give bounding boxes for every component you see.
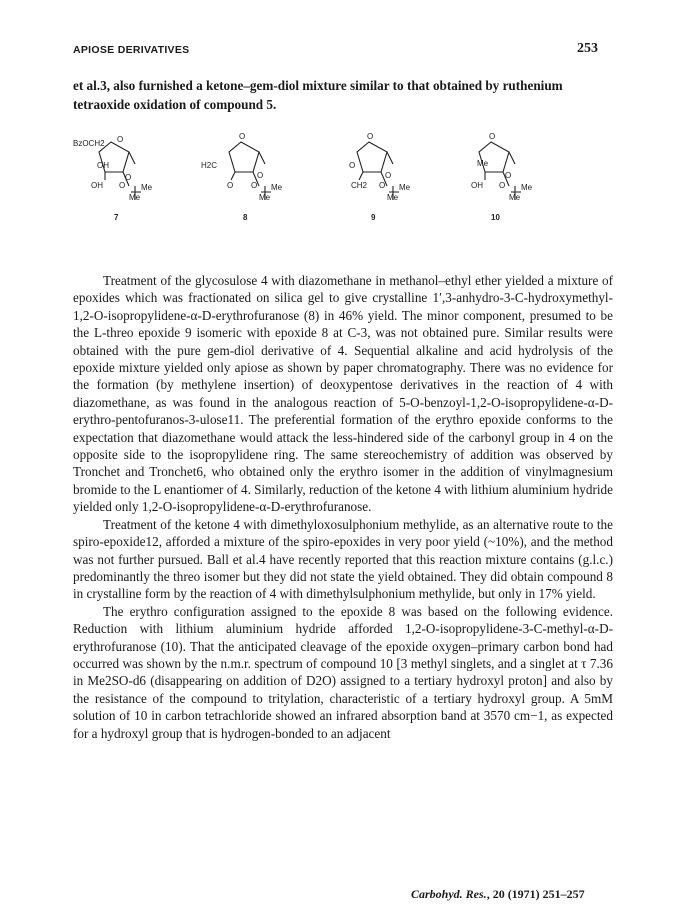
structure-7 (99, 142, 141, 200)
page-number: 253 (577, 41, 598, 56)
journal-name: Carbohyd. Res. (411, 887, 487, 901)
struct7-oh-lower: OH (91, 181, 103, 190)
struct7-me2: Me (129, 193, 141, 202)
struct7-oh-upper: OH (97, 161, 109, 170)
struct10-o: O (505, 171, 512, 180)
struct7-o: O (125, 173, 132, 182)
struct10-me2: Me (509, 193, 521, 202)
struct8-h2c: H2C (201, 161, 218, 170)
struct9-o2: O (379, 181, 386, 190)
intro-paragraph: et al.3, also furnished a ketone–gem-diol mixture similar to that obtained by ruthenium tetraoxide oxidation of compound 5. (73, 78, 563, 112)
volume-pages: , 20 (1971) 251–257 (486, 887, 585, 901)
struct8-o: O (257, 171, 264, 180)
article-body (73, 272, 613, 742)
compound-number-9: 9 (371, 213, 376, 222)
struct10-oh: OH (471, 181, 483, 190)
structure-10 (479, 142, 521, 200)
struct7-me1: Me (141, 183, 153, 192)
struct7-bzoch2: BzOCH2 (73, 139, 105, 148)
struct10-ring-o: O (489, 132, 496, 141)
paragraph-3: The erythro configuration assigned to the epoxide 8 was based on the following evidence. Reduction with lithium aluminium hydride afforded 1,2-O-isopropylidene-3-C-methyl-α-D-erythrofuranose (10). That the anticipated cleavage of the epoxide oxygen–primary carbon bond had occurred was shown by the n.m.r. spectrum of compound 10 [3 methyl singlets, and a singlet at τ 7.36 in Me2SO-d6 (disappearing on addition of D2O) assigned to a tertiary hydroxyl proton] and also by the resistance of the compound to tritylation, characteristic of a tertiary hydroxyl group. A 5mM solution of 10 in carbon tetrachloride showed an infrared absorption band at 3570 cm−1, as expected for a hydroxyl group that is hydrogen-bonded to an adjacent (73, 603, 613, 741)
compound-number-10: 10 (491, 213, 500, 222)
struct9-ch2: CH2 (351, 181, 368, 190)
struct7-ring-o: O (117, 135, 124, 144)
struct10-me-upper: Me (477, 159, 489, 168)
struct7-o2: O (119, 181, 126, 190)
struct10-o2: O (499, 181, 506, 190)
struct8-me2: Me (259, 193, 271, 202)
compound-number-8: 8 (243, 213, 248, 222)
struct9-me1: Me (399, 183, 411, 192)
chemical-structures (73, 128, 613, 228)
struct9-o-left: O (349, 161, 356, 170)
compound-number-7: 7 (114, 213, 119, 222)
paragraph-2: Treatment of the ketone 4 with dimethyloxosulphonium methylide, as an alternative route to the spiro-epoxide12, afforded a mixture of the spiro-epoxides in very poor yield (~10%), and the method was not further pursued. Ball et al.4 have recently reported that this reaction mixture contains (g.l.c.) predominantly the threo isomer but they did not state the yield obtained. They did obtain compound 8 in crystalline form by the reaction of 4 with dimethylsulphonium methylide, but only in 17% yield. (73, 516, 613, 602)
struct8-o-lower: O (227, 181, 234, 190)
structure-9 (357, 142, 399, 200)
struct10-me1: Me (521, 183, 533, 192)
struct8-o2: O (251, 181, 258, 190)
paragraph-1: Treatment of the glycosulose 4 with diazomethane in methanol–ethyl ether yielded a mixture of epoxides which was fractionated on silica gel to give crystalline 1′,3-anhydro-3-C-hydroxymethyl-1,2-O-isopropylidene-α-D-erythrofuranose (8) in 46% yield. The minor component, presumed to be the L-threo epoxide 9 isomeric with epoxide 8 at C-3, was not obtained pure. Similar results were obtained with the pure gem-diol derivative of 4. Sequential alkaline and acid hydrolysis of the epoxide mixture yielded only apiose as shown by paper chromatography. There was no evidence for the formation (by methylene insertion) of deoxypentose derivatives in the reaction of 4 with diazomethane, as was found in the analogous reaction of 5-O-benzoyl-1,2-O-isopropylidene-α-D-erythro-pentofuranos-3-ulose11. The preferential formation of the erythro epoxide conforms to the expectation that diazomethane would attack the less-hindered side of the carbonyl group in 4 on the opposite side to the isopropylidene ring. The same stereochemistry of addition was observed by Tronchet and Tronchet6, who obtained only the erythro isomer in the addition of vinylmagnesium bromide to the L enantiomer of 4. Similarly, reduction of the ketone 4 with lithium aluminium hydride yielded only 1,2-O-isopropylidene-α-D-erythrofuranose. (73, 273, 613, 515)
struct8-me1: Me (271, 183, 283, 192)
struct9-o: O (385, 171, 392, 180)
structure-8 (229, 142, 271, 200)
journal-citation (411, 887, 585, 902)
running-title: APIOSE DERIVATIVES (73, 44, 190, 56)
struct9-me2: Me (387, 193, 399, 202)
struct8-ring-o: O (239, 132, 246, 141)
struct9-ring-o: O (367, 132, 374, 141)
